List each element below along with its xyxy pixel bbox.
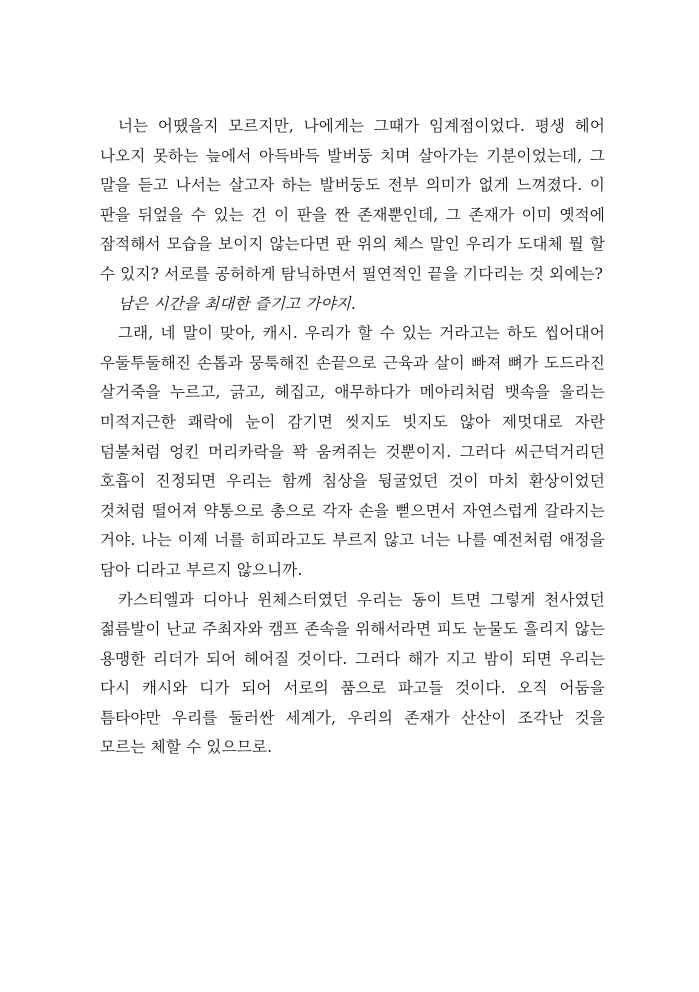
paragraph-3: 그래, 네 말이 맞아, 캐시. 우리가 할 수 있는 거라고는 하도 씹어대어 우둘투둘해진 손톱과 뭉툭해진 손끝으로 근육과 살이 빠져 뼈가 도드라진 살거죽을 누르고, 긁고, 헤집고, 애무하다가 메아리처럼 뱃속을 울리는 미적지근한 쾌락에 눈이 감기면 씻지도 빗지도 않아 제멋대로 자란 덤불처럼 엉킨 머리카락을 꽉 움켜쥐는 것뿐이지. 그러다 씨근덕거리던 호흡이 진정되면 우리는 함께 침상을 뒹굴었던 것이 마치 환상이었던 것처럼 떨어져 약통으로 총으로 각자 손을 뻗으면서 자연스럽게 갈라지는 거야. 나는 이제 너를 히피라고도 부르지 않고 너는 나를 예전처럼 애정을 담아 디라고 부르지 않으니까. [100, 324, 605, 579]
paragraph-2-italic-quote: 남은 시간을 최대한 즐기고 가야지. [118, 294, 357, 313]
body-text [100, 112, 605, 763]
paragraph-1: 너는 어땠을지 모르지만, 나에게는 그때가 임계점이었다. 평생 헤어 나오지 못하는 늪에서 아득바득 발버둥 치며 살아가는 기분이었는데, 그 말을 듣고 나서는 살고자 하는 발버둥도 전부 의미가 없게 느껴졌다. 이 판을 뒤엎을 수 있는 건 이 판을 짠 존재뿐인데, 그 존재가 이미 옛적에 잠적해서 모습을 보이지 않는다면 판 위의 체스 말인 우리가 도대체 뭘 할 수 있지? 서로를 공허하게 탐닉하면서 필연적인 끝을 기다리는 것 외에는? [100, 117, 605, 283]
paragraph-4: 카스티엘과 디아나 윈체스터였던 우리는 동이 트면 그렇게 천사였던 젊름발이 난교 주최자와 캠프 존속을 위해서라면 피도 눈물도 흘리지 않는 용맹한 리더가 되어 헤어질 것이다. 그러다 해가 지고 밤이 되면 우리는 다시 캐시와 디가 되어 서로의 품으로 파고들 것이다. 오직 어둠을 틈타야만 우리를 둘러싼 세계가, 우리의 존재가 산산이 조각난 것을 모르는 체할 수 있으므로. [100, 590, 605, 757]
